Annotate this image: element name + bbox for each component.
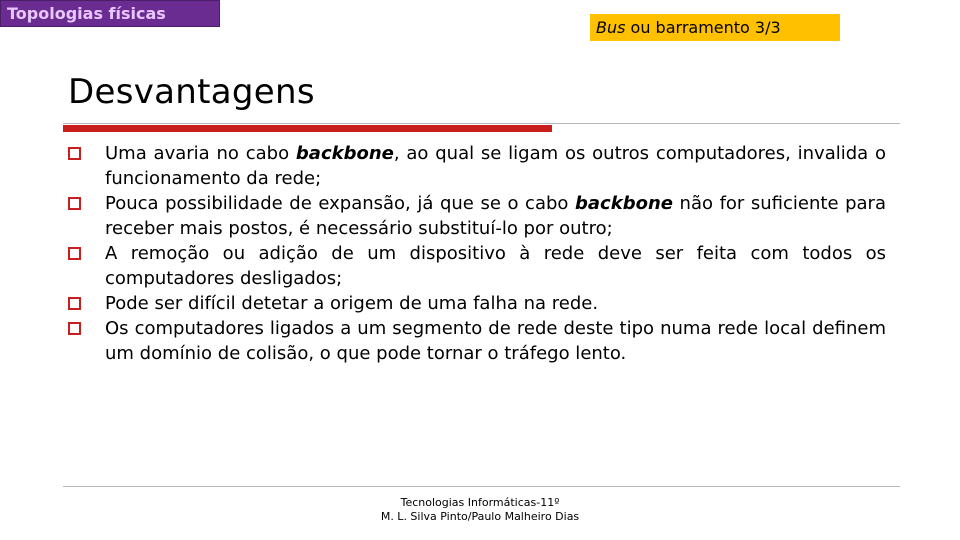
bullet-text: A remoção ou adição de um dispositivo à rede deve ser feita com todos os computadores desligados; <box>105 243 886 289</box>
footer-authors: M. L. Silva Pinto/Paulo Malheiro Dias <box>380 510 580 523</box>
hollow-square-bullet-icon <box>68 147 81 160</box>
bullet-emphasis: backbone <box>295 143 394 164</box>
bullet-text: Pode ser difícil detetar a origem de uma falha na rede. <box>105 293 599 314</box>
section-tag: Topologias físicas <box>0 0 220 27</box>
bullet-text: não for suficiente para receber mais postos, é necessário substituí-lo por outro; <box>105 193 886 239</box>
hollow-square-bullet-icon <box>68 247 81 260</box>
bullet-text: Os computadores ligados a um segmento de rede deste tipo numa rede local definem um domínio de colisão, o que pode tornar o tráfego lento. <box>105 318 886 364</box>
hollow-square-bullet-icon <box>68 297 81 310</box>
title-divider-thin <box>63 123 900 124</box>
slide-title: Desvantagens <box>68 72 315 112</box>
bullet-list <box>68 141 886 366</box>
topic-label <box>590 14 840 41</box>
bullet-text: , ao qual se ligam os outros computadores, invalida o funcionamento da rede; <box>105 143 886 189</box>
footer <box>280 496 680 524</box>
bullet-text: Pouca possibilidade de expansão, já que se o cabo <box>105 193 576 214</box>
bullet-item <box>68 241 886 291</box>
bullet-emphasis: backbone <box>575 193 673 214</box>
bullet-item <box>68 191 886 241</box>
footer-divider <box>63 486 900 487</box>
bullet-text: Uma avaria no cabo <box>105 143 296 164</box>
bullet-item <box>68 316 886 366</box>
bullet-item <box>68 141 886 191</box>
title-divider-accent <box>63 125 552 132</box>
topic-rest: ou barramento 3/3 <box>625 18 781 37</box>
bullet-item <box>68 291 886 316</box>
hollow-square-bullet-icon <box>68 322 81 335</box>
hollow-square-bullet-icon <box>68 197 81 210</box>
footer-course: Tecnologias Informáticas-11º <box>400 496 560 509</box>
topic-italic: Bus <box>596 18 626 37</box>
